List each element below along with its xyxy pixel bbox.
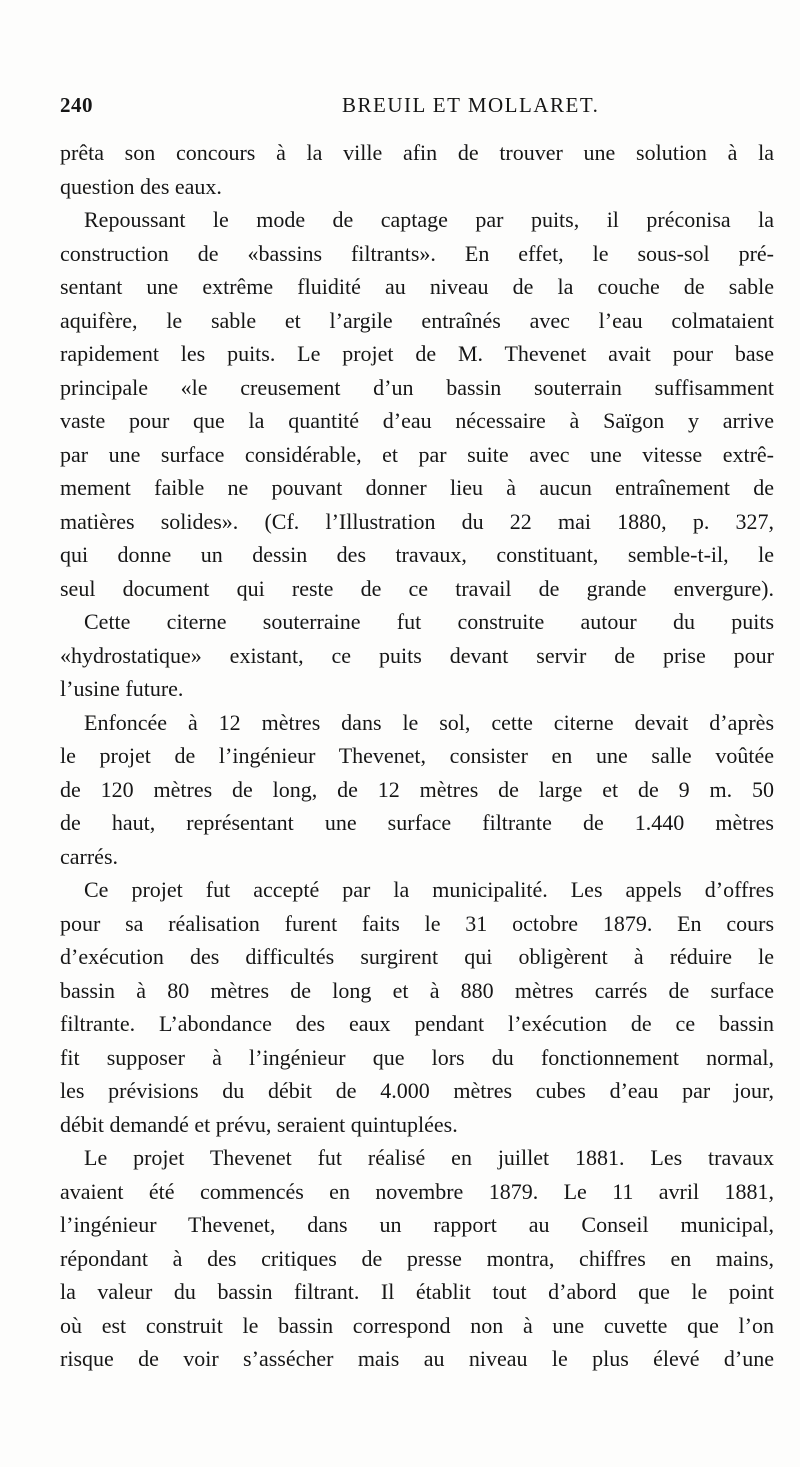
text-line: filtrante. L’abondance des eaux pendant l’exécution de ce bassin [60, 1011, 774, 1036]
text-line: question des eaux. [60, 173, 222, 199]
text-line: l’usine future. [60, 676, 184, 701]
page-number: 240 [60, 93, 93, 117]
text-line: fit supposer à l’ingénieur que lors du fonctionnement normal, [60, 1044, 774, 1070]
text-line: débit demandé et prévu, seraient quintuplées. [60, 1111, 458, 1137]
text-line: où est construit le bassin correspond non à une cuvette que l’on [60, 1312, 774, 1338]
text-line: Ce projet fut accepté par la municipalité. Les appels d’offres [84, 877, 774, 902]
text-line: la valeur du bassin filtrant. Il établit tout d’abord que le point [60, 1279, 774, 1304]
text-line: pour sa réalisation furent faits le 31 octobre 1879. En cours [60, 910, 774, 936]
text-line: matières solides». (Cf. l’Illustration du 22 mai 1880, p. 327, [60, 508, 774, 534]
text-line: seul document qui reste de ce travail de grande envergure). [60, 575, 774, 601]
text-line: rapidement les puits. Le projet de M. Thevenet avait pour base [60, 341, 774, 366]
text-line: risque de voir s’assécher mais au niveau le plus élevé d’une [60, 1346, 774, 1371]
text-line: bassin à 80 mètres de long et à 880 mètres carrés de surface [60, 977, 774, 1003]
text-line: prêta son concours à la ville afin de trouver une solution à la [60, 140, 774, 165]
text-line: Enfoncée à 12 mètres dans le sol, cette citerne devait d’après [84, 709, 774, 735]
body-text [60, 136, 774, 1376]
text-line: répondant à des critiques de presse montra, chiffres en mains, [60, 1245, 774, 1271]
text-line: de 120 mètres de long, de 12 mètres de large et de 9 m. 50 [60, 776, 774, 802]
text-line: vaste pour que la quantité d’eau nécessaire à Saïgon y arrive [60, 408, 774, 433]
text-line: de haut, représentant une surface filtrante de 1.440 mètres [60, 810, 774, 835]
text-line: par une surface considérable, et par suite avec une vitesse extrê- [60, 441, 774, 467]
text-line: principale «le creusement d’un bassin souterrain suffisamment [60, 374, 774, 400]
text-line: construction de «bassins filtrants». En effet, le sous-sol pré- [60, 240, 774, 266]
text-line: d’exécution des difficultés surgirent qui obligèrent à réduire le [60, 944, 774, 969]
running-head: BREUIL ET MOLLARET. [342, 93, 600, 117]
text-line: les prévisions du débit de 4.000 mètres cubes d’eau par jour, [60, 1078, 774, 1103]
text-line: avaient été commencés en novembre 1879. Le 11 avril 1881, [60, 1178, 774, 1204]
text-line: qui donne un dessin des travaux, constituant, semble-t-il, le [60, 542, 774, 567]
text-line: Cette citerne souterraine fut construite autour du puits [84, 609, 774, 634]
text-line: mement faible ne pouvant donner lieu à aucun entraînement de [60, 475, 774, 500]
text-line: carrés. [60, 843, 119, 869]
page-header [60, 93, 750, 123]
text-line: Le projet Thevenet fut réalisé en juillet 1881. Les travaux [84, 1145, 774, 1170]
text-line: sentant une extrême fluidité au niveau de la couche de sable [60, 274, 774, 299]
text-line: aquifère, le sable et l’argile entraînés avec l’eau colmataient [60, 307, 774, 333]
text-line: Repoussant le mode de captage par puits, il préconisa la [84, 207, 774, 232]
text-line: le projet de l’ingénieur Thevenet, consister en une salle voûtée [60, 743, 774, 768]
text-line: l’ingénieur Thevenet, dans un rapport au Conseil municipal, [60, 1212, 774, 1237]
text-line: «hydrostatique» existant, ce puits devant servir de prise pour [60, 642, 774, 668]
